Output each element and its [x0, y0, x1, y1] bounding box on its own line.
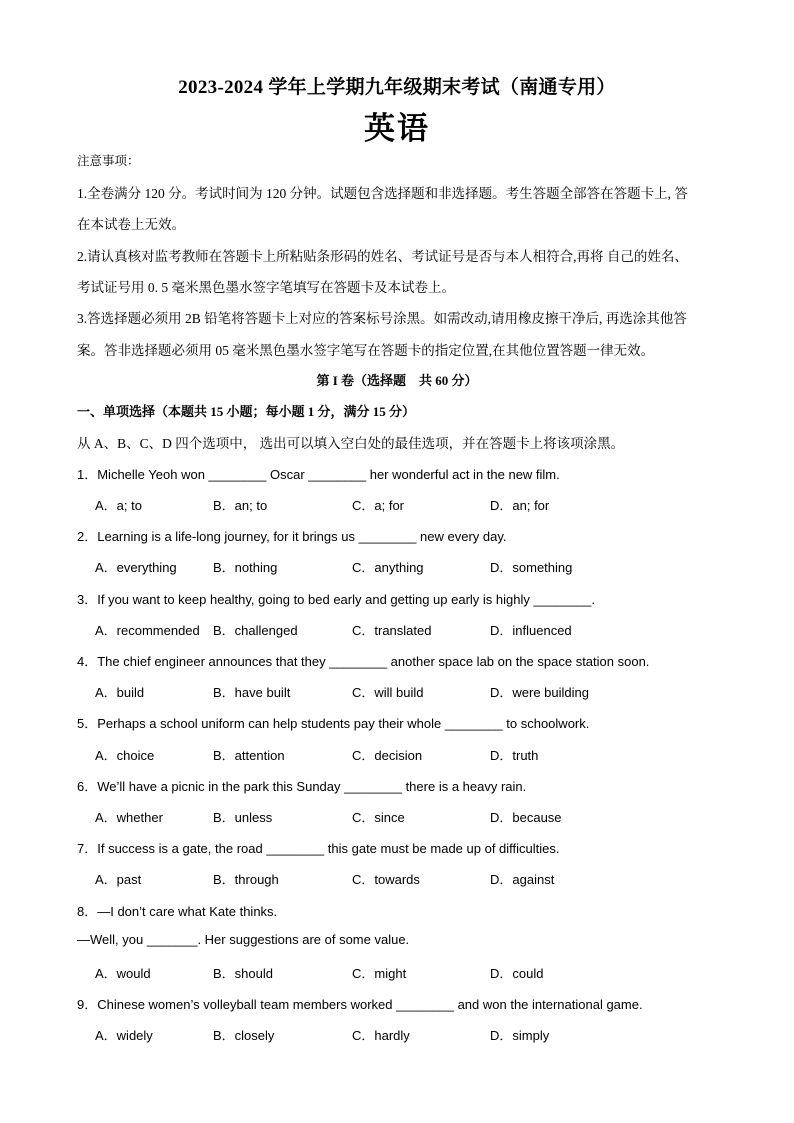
question-stem: 8．—I don’t care what Kate thinks. — [77, 904, 278, 919]
option-c: C．a; for — [352, 498, 405, 513]
section-instruction: 从 A、B、C、D 四个选项中， 选出可以填入空白处的最佳选项，并在答题卡上将该项涂黑。 — [77, 436, 625, 451]
option-a: A．everything — [95, 560, 177, 575]
question-stem: 5．Perhaps a school uniform can help students pay their whole ________ to schoolwork. — [77, 716, 590, 731]
question-stem: 6．We’ll have a picnic in the park this Sunday ________ there is a heavy rain. — [77, 779, 527, 794]
option-c: C．hardly — [352, 1028, 410, 1043]
option-b: B．attention — [213, 748, 285, 763]
option-c: C．towards — [352, 872, 420, 887]
option-b: B．an; to — [213, 498, 268, 513]
notice-item-3-line-2: 案。答非选择题必须用 05 毫米黑色墨水签字笔写在答题卡的指定位置,在其他位置答题一律无效。 — [77, 343, 655, 358]
question-stem: 4．The chief engineer announces that they ________ another space lab on the space station soon. — [77, 654, 650, 669]
option-b: B．through — [213, 872, 279, 887]
option-c: C．anything — [352, 560, 424, 575]
question-stem-reply: —Well, you _______. Her suggestions are of some value. — [77, 932, 410, 947]
option-d: D．truth — [490, 748, 539, 763]
option-d: D．because — [490, 810, 562, 825]
option-d: D．simply — [490, 1028, 550, 1043]
option-a: A．choice — [95, 748, 155, 763]
option-d: D．could — [490, 966, 544, 981]
question-stem: 7．If success is a gate, the road ________ this gate must be made up of difficulties. — [77, 841, 560, 856]
option-a: A．build — [95, 685, 145, 700]
option-b: B．closely — [213, 1028, 275, 1043]
option-c: C．translated — [352, 623, 432, 638]
option-c: C．might — [352, 966, 407, 981]
exam-title: 2023-2024 学年上学期九年级期末考试（南通专用） — [178, 77, 616, 98]
option-c: C．since — [352, 810, 405, 825]
option-a: A．recommended — [95, 623, 200, 638]
option-a: A．a; to — [95, 498, 142, 513]
option-d: D．an; for — [490, 498, 550, 513]
option-b: B．nothing — [213, 560, 278, 575]
option-a: A．would — [95, 966, 151, 981]
subject-title: 英语 — [364, 111, 430, 146]
option-a: A．past — [95, 872, 142, 887]
option-b: B．unless — [213, 810, 273, 825]
option-d: D．influenced — [490, 623, 572, 638]
option-c: C．will build — [352, 685, 424, 700]
question-stem: 9．Chinese women’s volleyball team members worked ________ and won the international game. — [77, 997, 643, 1012]
question-stem: 2．Learning is a life-long journey, for it brings us ________ new every day. — [77, 529, 507, 544]
option-b: B．should — [213, 966, 273, 981]
option-d: D．something — [490, 560, 573, 575]
notice-heading: 注意事项： — [77, 154, 140, 168]
option-a: A．whether — [95, 810, 163, 825]
question-stem: 1．Michelle Yeoh won ________ Oscar ________ her wonderful act in the new film. — [77, 467, 560, 482]
option-b: B．have built — [213, 685, 291, 700]
question-stem: 3．If you want to keep healthy, going to bed early and getting up early is highly ________. — [77, 592, 595, 607]
notice-item-1-line-1: 1.全卷满分 120 分。考试时间为 120 分钟。试题包含选择题和非选择题。考生答题全部答在答题卡上, 答 — [77, 186, 688, 201]
option-d: D．against — [490, 872, 555, 887]
notice-item-1-line-2: 在本试卷上无效。 — [77, 217, 185, 232]
notice-item-3-line-1: 3.答选择题必须用 2B 铅笔将答题卡上对应的答案标号涂黑。如需改动,请用橡皮擦干净后, 再选涂其他答 — [77, 311, 687, 326]
notice-item-2-line-1: 2.请认真核对监考教师在答题卡上所粘贴条形码的姓名、考试证号是否与本人相符合,再将 自己的姓名、 — [77, 249, 688, 264]
part-title: 第 I 卷（选择题 共 60 分） — [316, 373, 478, 388]
option-a: A．widely — [95, 1028, 153, 1043]
section-title: 一、单项选择（本题共 15 小题；每小题 1 分，满分 15 分） — [77, 404, 416, 419]
option-d: D．were building — [490, 685, 589, 700]
option-c: C．decision — [352, 748, 423, 763]
option-b: B．challenged — [213, 623, 298, 638]
notice-item-2-line-2: 考试证号用 0. 5 毫米黑色墨水签字笔填写在答题卡及本试卷上。 — [77, 280, 455, 295]
